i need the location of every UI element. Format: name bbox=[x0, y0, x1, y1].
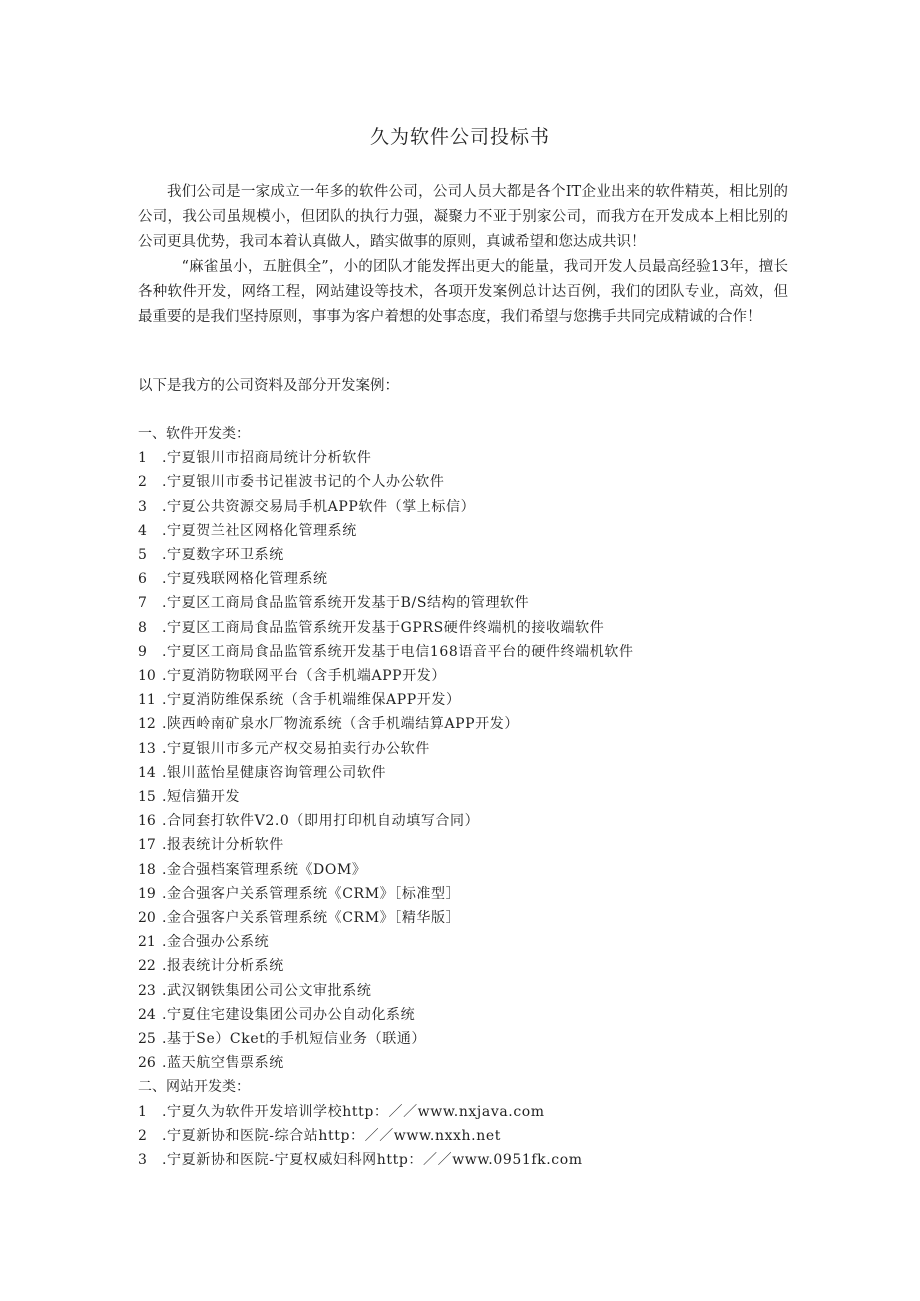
list-item bbox=[138, 761, 838, 785]
item-number: 13 bbox=[138, 740, 156, 757]
list-item bbox=[138, 1051, 838, 1075]
item-number: 9 bbox=[138, 643, 147, 660]
list-item bbox=[138, 882, 838, 906]
item-text: .银川蓝怡星健康咨询管理公司软件 bbox=[162, 764, 387, 781]
item-text: .报表统计分析系统 bbox=[162, 958, 284, 975]
list-item bbox=[138, 1027, 838, 1051]
list-item bbox=[138, 1124, 838, 1148]
item-number: 8 bbox=[138, 619, 147, 636]
item-number: 6 bbox=[138, 571, 147, 588]
list-item bbox=[138, 495, 838, 519]
item-number: 20 bbox=[138, 910, 156, 927]
software-list bbox=[138, 446, 838, 1075]
list-item bbox=[138, 785, 838, 809]
item-number: 2 bbox=[138, 1127, 147, 1144]
list-item bbox=[138, 833, 838, 857]
item-number: 1 bbox=[138, 450, 147, 467]
list-item bbox=[138, 712, 838, 736]
item-text: .合同套打软件V2.0（即用打印机自动填写合同） bbox=[162, 813, 480, 830]
website-list bbox=[138, 1100, 838, 1173]
item-text: .宁夏公共资源交易局手机APP软件（掌上标信） bbox=[162, 498, 476, 515]
list-item bbox=[138, 567, 838, 591]
list-item bbox=[138, 737, 838, 761]
item-text: .宁夏新协和医院-宁夏权威妇科网http：／／www.0951fk.com bbox=[162, 1152, 583, 1169]
item-text: .宁夏银川市委书记崔波书记的个人办公软件 bbox=[162, 474, 445, 491]
item-number: 3 bbox=[138, 498, 147, 515]
item-number: 19 bbox=[138, 885, 156, 902]
list-item bbox=[138, 664, 838, 688]
item-text: .宁夏区工商局食品监管系统开发基于电信168语音平台的硬件终端机软件 bbox=[162, 643, 634, 660]
item-number: 16 bbox=[138, 813, 156, 830]
list-item bbox=[138, 543, 838, 567]
item-text: .金合强办公系统 bbox=[162, 934, 270, 951]
item-text: .宁夏数字环卫系统 bbox=[162, 547, 284, 564]
item-text: .宁夏贺兰社区网格化管理系统 bbox=[162, 522, 357, 539]
list-item bbox=[138, 906, 838, 930]
item-text: .宁夏银川市多元产权交易拍卖行办公软件 bbox=[162, 740, 430, 757]
item-number: 24 bbox=[138, 1006, 156, 1023]
list-item bbox=[138, 954, 838, 978]
list-item bbox=[138, 930, 838, 954]
item-number: 11 bbox=[138, 692, 156, 709]
list-item bbox=[138, 446, 838, 470]
item-number: 2 bbox=[138, 474, 147, 491]
item-text: .宁夏住宅建设集团公司办公自动化系统 bbox=[162, 1006, 416, 1023]
item-number: 5 bbox=[138, 547, 147, 564]
item-text: .宁夏银川市招商局统计分析软件 bbox=[162, 450, 372, 467]
item-number: 10 bbox=[138, 668, 156, 685]
item-text: .金合强客户关系管理系统《CRM》［标准型］ bbox=[162, 885, 461, 902]
item-number: 17 bbox=[138, 837, 156, 854]
item-text: .金合强客户关系管理系统《CRM》［精华版］ bbox=[162, 910, 461, 927]
item-text: .宁夏区工商局食品监管系统开发基于GPRS硬件终端机的接收端软件 bbox=[162, 619, 605, 636]
list-item bbox=[138, 470, 838, 494]
item-text: .陕西岭南矿泉水厂物流系统（含手机端结算APP开发） bbox=[162, 716, 519, 733]
list-item bbox=[138, 688, 838, 712]
item-text: .短信猫开发 bbox=[162, 789, 241, 806]
item-text: .宁夏新协和医院-综合站http：／／www.nxxh.net bbox=[162, 1127, 501, 1144]
intro-paragraph: 我们公司是一家成立一年多的软件公司，公司人员大都是各个IT企业出来的软件精英，相比别的公司，我公司虽规模小，但团队的执行力强，凝聚力不亚于别家公司，而我方在开发成本上相比别的公司更具优势，我司本着认真做人，踏实做事的原则，真诚希望和您达成共识！ bbox=[138, 184, 788, 250]
item-number: 1 bbox=[138, 1103, 147, 1120]
section-heading-software: 一、软件开发类： bbox=[138, 426, 250, 442]
list-item bbox=[138, 519, 838, 543]
list-item bbox=[138, 616, 838, 640]
section-heading-website: 二、网站开发类： bbox=[138, 1079, 250, 1096]
item-number: 26 bbox=[138, 1055, 156, 1072]
item-text: .基于Se）Cket的手机短信业务（联通） bbox=[162, 1031, 427, 1048]
list-item bbox=[138, 640, 838, 664]
intro-section bbox=[138, 180, 788, 330]
item-number: 12 bbox=[138, 716, 156, 733]
list-item bbox=[138, 1100, 838, 1124]
item-number: 25 bbox=[138, 1031, 156, 1048]
document-title: 久为软件公司投标书 bbox=[369, 126, 550, 148]
item-number: 3 bbox=[138, 1152, 147, 1169]
item-text: .宁夏消防物联网平台（含手机端APP开发） bbox=[162, 668, 446, 685]
item-number: 18 bbox=[138, 861, 156, 878]
item-number: 7 bbox=[138, 595, 147, 612]
list-item bbox=[138, 1148, 838, 1172]
intro-paragraph: “麻雀虽小，五脏俱全”，小的团队才能发挥出更大的能量，我司开发人员最高经验13年，擅长各种软件开发，网络工程，网站建设等技术，各项开发案例总计达百例，我们的团队专业，高效，但最重要的是我们坚持原则，事事为客户着想的处事态度，我们希望与您携手共同完成精诚的合作！ bbox=[138, 259, 788, 325]
list-item bbox=[138, 979, 838, 1003]
item-text: .金合强档案管理系统《DOM》 bbox=[162, 861, 367, 878]
item-text: .宁夏久为软件开发培训学校http：／／www.nxjava.com bbox=[162, 1103, 545, 1120]
item-text: .蓝天航空售票系统 bbox=[162, 1055, 284, 1072]
item-number: 23 bbox=[138, 982, 156, 999]
item-text: .宁夏区工商局食品监管系统开发基于B/S结构的管理软件 bbox=[162, 595, 530, 612]
item-text: .武汉钢铁集团公司公文审批系统 bbox=[162, 982, 372, 999]
lead-text: 以下是我方的公司资料及部分开发案例： bbox=[138, 378, 399, 394]
list-item bbox=[138, 809, 838, 833]
item-text: .宁夏消防维保系统（含手机端维保APP开发） bbox=[162, 692, 461, 709]
item-number: 22 bbox=[138, 958, 156, 975]
list-item bbox=[138, 591, 838, 615]
list-item bbox=[138, 1003, 838, 1027]
item-number: 14 bbox=[138, 764, 156, 781]
list-item bbox=[138, 858, 838, 882]
item-number: 15 bbox=[138, 789, 156, 806]
item-text: .宁夏残联网格化管理系统 bbox=[162, 571, 328, 588]
item-number: 4 bbox=[138, 522, 147, 539]
case-lists bbox=[138, 422, 838, 1172]
item-number: 21 bbox=[138, 934, 156, 951]
item-text: .报表统计分析软件 bbox=[162, 837, 284, 854]
